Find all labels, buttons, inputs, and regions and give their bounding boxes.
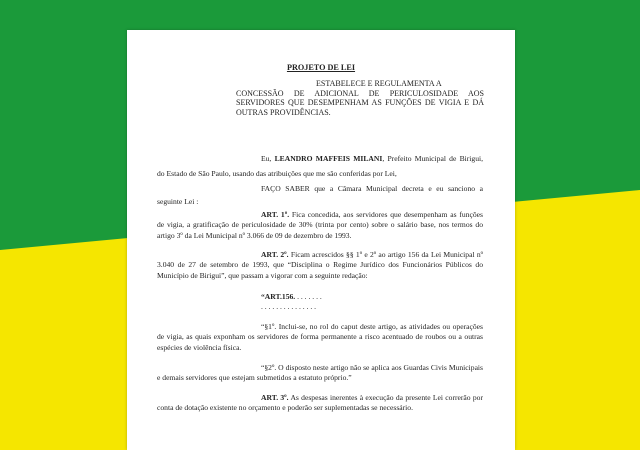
article-156-dots: . . . . . . . — [295, 292, 322, 301]
article-1 — [157, 210, 483, 241]
article-3-label: ART. 3º. — [261, 393, 289, 402]
paragraph-2: “§2º. O disposto neste artigo não se aplica aos Guardas Civis Municipais e demais servidores que estejam submetidos a estatuto próprio.” — [157, 363, 483, 383]
ementa-lead: ESTABELECE E REGULAMENTA A — [316, 79, 442, 88]
preamble-pre: Eu, — [261, 154, 275, 163]
article-1-text: Fica concedida, aos servidores que desempenham as funções de vigia, a gratificação de periculosidade de 30% (trinta por cento) sobre o salário base, nos termos do artigo 3º da Lei Municipal nº 3.066 de 09 de dezembro de 1993. — [157, 210, 483, 240]
article-1-label: ART. 1º. — [261, 210, 290, 219]
article-156-label: “ART.156. — [261, 292, 296, 301]
article-156 — [261, 292, 483, 313]
ementa-rest: CONCESSÃO DE ADICIONAL DE PERICULOSIDADE AOS SERVIDORES QUE DESEMPENHAM AS FUNÇÕES DE VIGIA E DÁ OUTRAS PROVIDÊNCIAS. — [236, 88, 484, 117]
preamble-post: , Prefeito Municipal de Birigui, do Estado de São Paulo, usando das atribuições que me são conferidas por Lei, — [157, 154, 483, 178]
article-2 — [157, 250, 483, 281]
ementa — [236, 79, 484, 117]
article-2-label: ART. 2º. — [261, 250, 289, 259]
paragraph-1: “§1º. Inclui-se, no rol do caput deste artigo, as atividades ou operações de vigia, as quais exponham os servidores de forma permanente a risco acentuado de roubos ou a outras espécies de violência física. — [157, 322, 483, 352]
document-title: PROJETO DE LEI — [286, 63, 356, 72]
paragraph-preamble — [157, 151, 483, 181]
article-3 — [157, 393, 483, 414]
article-2-text: Ficam acrescidos §§ 1º e 2º ao artigo 156 da Lei Municipal nº 3.040 de 27 de setembro de 1993, que “Disciplina o Regime Jurídico dos Funcionários Públicos do Município de Birigui”, que passam a vigorar com a seguinte redação: — [157, 250, 483, 280]
article-156-dots-2: . . . . . . . . . . . . . . . — [261, 302, 317, 312]
article-3-text: As despesas inerentes à execução da presente Lei correrão por conta de dotação existente no orçamento e poderão ser suplementadas se necessário. — [157, 393, 483, 413]
document-page — [127, 30, 515, 450]
paragraph-faco-saber: FAÇO SABER que a Câmara Municipal decreta e eu sanciono a seguinte Lei : — [157, 184, 483, 206]
mayor-name: LEANDRO MAFFEIS MILANI — [274, 154, 383, 163]
